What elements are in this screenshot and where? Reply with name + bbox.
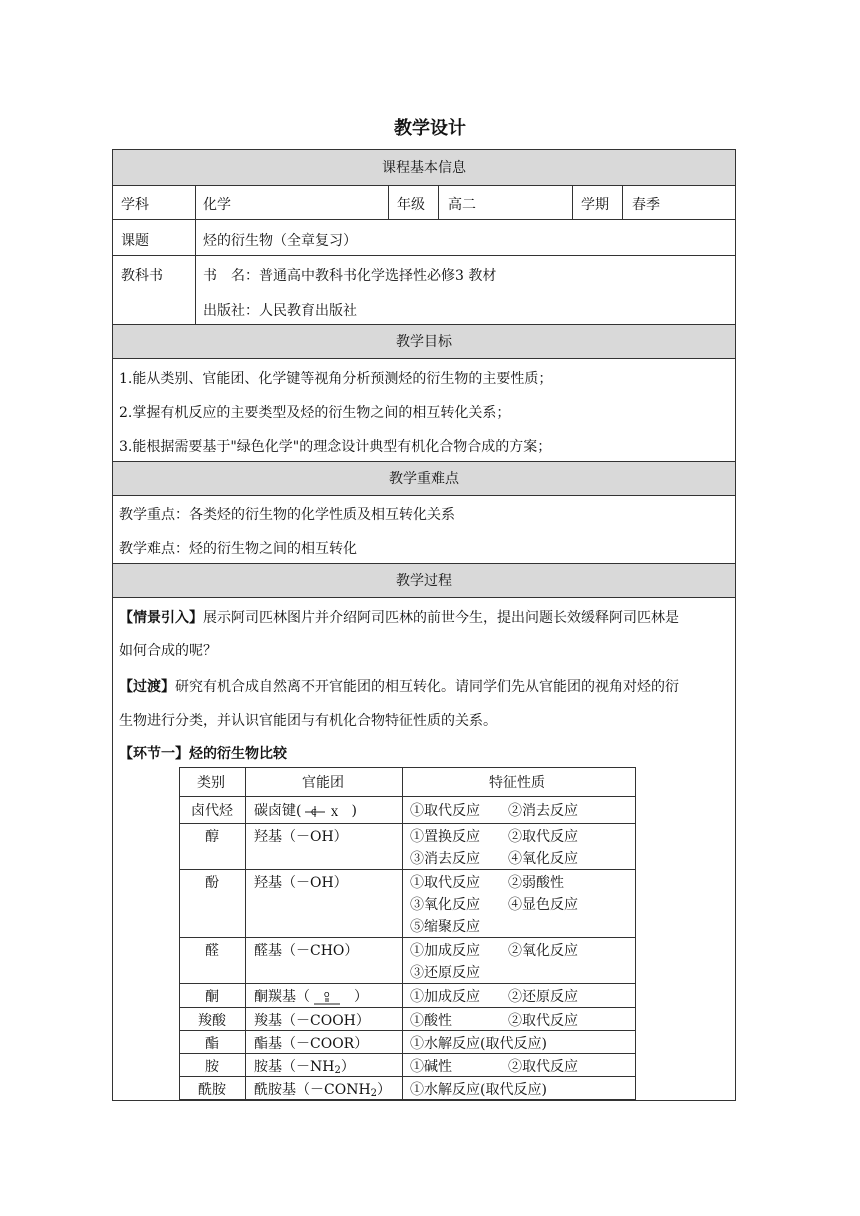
section-process: 教学过程 bbox=[113, 563, 735, 598]
intro-paragraph-line1 bbox=[119, 607, 679, 627]
row-acid-group: 羧基（－COOH） bbox=[254, 1013, 370, 1029]
topic-label: 课题 bbox=[121, 233, 149, 249]
intro-text: 展示阿司匹林图片并介绍阿司匹林的前世今生，提出问题长效缓释阿司匹林是 bbox=[203, 610, 679, 626]
row-phenol-props-1: ①取代反应 ②弱酸性 bbox=[410, 875, 564, 891]
difficult-point: 教学难点：烃的衍生物之间的相互转化 bbox=[119, 541, 357, 557]
row-amide-props-1: ①水解反应(取代反应) bbox=[410, 1082, 547, 1098]
amine-group-subscript: 2 bbox=[334, 1065, 341, 1076]
row-ketone-category: 酮 bbox=[205, 989, 219, 1005]
row-halide-props-1: ①取代反应 ②消去反应 bbox=[410, 803, 578, 819]
row-phenol-props-2: ③氧化反应 ④显色反应 bbox=[410, 897, 578, 913]
intro-paragraph-line2: 如何合成的呢？ bbox=[119, 643, 217, 659]
row-ester-category: 酯 bbox=[205, 1036, 219, 1052]
transition-paragraph-line2: 生物进行分类，并认识官能团与有机化合物特征性质的关系。 bbox=[119, 713, 497, 729]
row-ester-group: 酯基（－COOR） bbox=[254, 1036, 369, 1052]
row-phenol-props-3: ⑤缩聚反应 bbox=[410, 919, 480, 935]
textbook-book-line: 书 名：普通高中教科书化学选择性必修3 教材 bbox=[203, 268, 497, 284]
halide-c-label: C bbox=[311, 808, 318, 817]
row-halide-group bbox=[254, 800, 357, 820]
objective-1: 1.能从类别、官能团、化学键等视角分析预测烃的衍生物的主要性质； bbox=[119, 371, 553, 387]
section-basic-info: 课程基本信息 bbox=[113, 149, 735, 186]
carbon-halogen-structure bbox=[301, 804, 345, 818]
halide-x-label: X bbox=[331, 808, 339, 818]
row-ketone-group bbox=[254, 986, 368, 1006]
objective-2: 2.掌握有机反应的主要类型及烃的衍生物之间的相互转化关系； bbox=[119, 405, 511, 421]
row-alcohol-group: 羟基（－OH） bbox=[254, 829, 348, 845]
header-properties: 特征性质 bbox=[489, 775, 545, 791]
subject-label: 学科 bbox=[121, 197, 149, 213]
ketone-group-end: ） bbox=[354, 989, 368, 1005]
halide-group-label: 碳卤键( bbox=[254, 803, 302, 819]
row-alcohol-props-1: ①置换反应 ②取代反应 bbox=[410, 829, 578, 845]
row-aldehyde-category: 醛 bbox=[205, 943, 219, 959]
transition-text: 研究有机合成自然离不开官能团的相互转化。请同学们先从官能团的视角对烃的衍 bbox=[175, 679, 679, 695]
document-title: 教学设计 bbox=[394, 118, 466, 139]
transition-tag: 【过渡】 bbox=[119, 679, 175, 695]
section-objectives: 教学目标 bbox=[113, 324, 735, 359]
ketone-o-label: O bbox=[324, 991, 330, 999]
row-amine-group bbox=[254, 1056, 355, 1076]
row-aldehyde-props-2: ③还原反应 bbox=[410, 965, 480, 981]
lesson-plan-table bbox=[112, 149, 736, 1101]
row-halide-category: 卤代烃 bbox=[191, 803, 233, 819]
row-amine-category: 胺 bbox=[205, 1059, 219, 1075]
subject-value: 化学 bbox=[203, 197, 231, 213]
row-aldehyde-props-1: ①加成反应 ②氧化反应 bbox=[410, 943, 578, 959]
row-alcohol-props-2: ③消去反应 ④氧化反应 bbox=[410, 851, 578, 867]
objective-3: 3.能根据需要基于"绿色化学"的理念设计典型有机化合物合成的方案； bbox=[119, 439, 552, 455]
carbonyl-structure bbox=[310, 990, 350, 1004]
topic-value: 烃的衍生物（全章复习） bbox=[203, 233, 357, 249]
amine-group-text: 胺基（－NH bbox=[254, 1059, 335, 1075]
term-label: 学期 bbox=[581, 197, 609, 213]
grade-value: 高二 bbox=[448, 197, 476, 213]
amine-group-end: ） bbox=[340, 1059, 355, 1075]
textbook-label: 教科书 bbox=[121, 268, 163, 284]
amide-group-text: 酰胺基（－CONH bbox=[254, 1082, 371, 1098]
row-ketone-props-1: ①加成反应 ②还原反应 bbox=[410, 989, 578, 1005]
transition-paragraph-line1 bbox=[119, 676, 679, 696]
textbook-publisher-line: 出版社：人民教育出版社 bbox=[203, 303, 357, 319]
section-keypoints: 教学重难点 bbox=[113, 461, 735, 496]
row-ester-props-1: ①水解反应(取代反应) bbox=[410, 1036, 547, 1052]
step1-heading: 【环节一】烃的衍生物比较 bbox=[119, 746, 287, 762]
halide-group-end: ) bbox=[351, 803, 357, 819]
key-point: 教学重点：各类烃的衍生物的化学性质及相互转化关系 bbox=[119, 507, 455, 523]
ketone-group-label: 酮羰基（ bbox=[254, 989, 310, 1005]
amide-group-subscript: 2 bbox=[370, 1088, 378, 1099]
intro-tag: 【情景引入】 bbox=[119, 610, 203, 626]
header-functional-group: 官能团 bbox=[302, 775, 344, 791]
row-amide-group bbox=[254, 1079, 391, 1099]
grade-label: 年级 bbox=[397, 197, 425, 213]
header-category: 类别 bbox=[197, 775, 225, 791]
row-amine-props-1: ①碱性 ②取代反应 bbox=[410, 1059, 578, 1075]
row-acid-category: 羧酸 bbox=[198, 1013, 226, 1029]
row-acid-props-1: ①酸性 ②取代反应 bbox=[410, 1013, 578, 1029]
row-amide-category: 酰胺 bbox=[198, 1082, 226, 1098]
amide-group-end: ） bbox=[377, 1082, 392, 1098]
row-aldehyde-group: 醛基（－CHO） bbox=[254, 943, 359, 959]
derivatives-comparison-table bbox=[179, 767, 636, 1100]
row-phenol-group: 羟基（－OH） bbox=[254, 875, 348, 891]
term-value: 春季 bbox=[632, 197, 660, 213]
row-alcohol-category: 醇 bbox=[205, 829, 219, 845]
row-phenol-category: 酚 bbox=[205, 875, 219, 891]
